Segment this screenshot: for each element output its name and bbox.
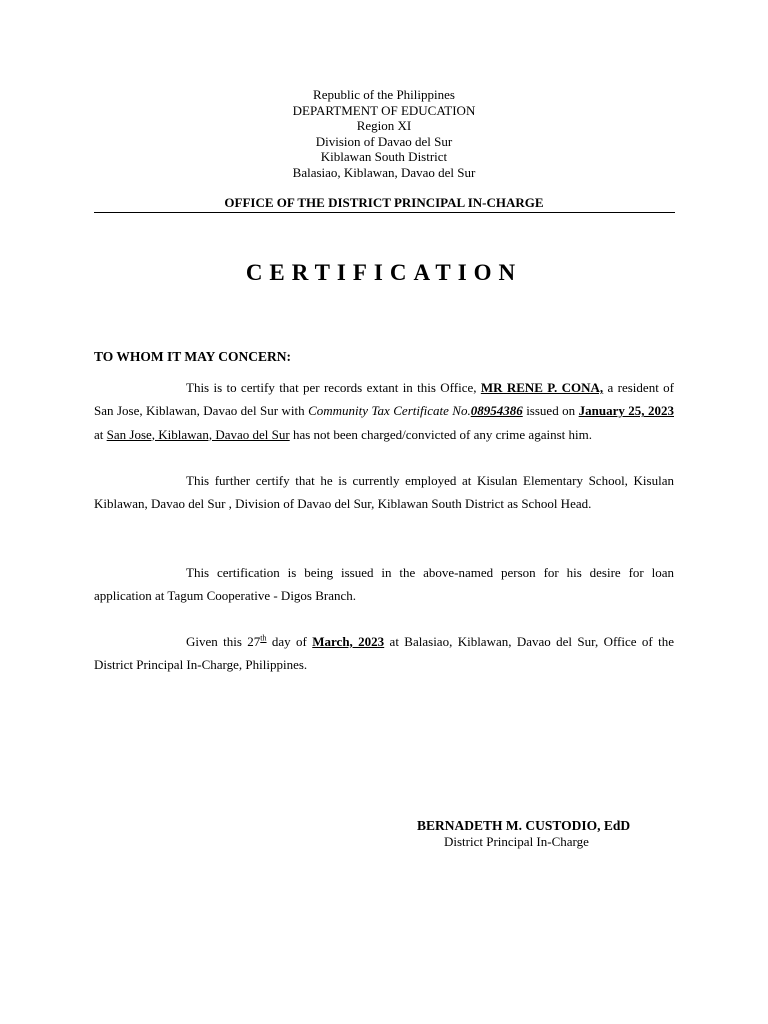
document-title: CERTIFICATION	[245, 260, 523, 285]
letterhead-republic: Republic of the Philippines	[313, 87, 455, 102]
letterhead-region: Region XI	[356, 118, 412, 133]
letterhead-address: Balasiao, Kiblawan, Davao del Sur	[292, 164, 476, 180]
p4-text-3: at Balasiao, Kiblawan, Davao del Sur, Office of the District Principal In-Charge, Philippines.	[94, 634, 674, 673]
ctc-number: 08954386	[470, 403, 523, 419]
signatory-name: BERNADETH M. CUSTODIO, EdD	[417, 818, 631, 833]
letterhead-department: DEPARTMENT OF EDUCATION	[292, 102, 476, 118]
signatory-title: District Principal In-Charge	[444, 834, 589, 849]
p4-text-1: Given this 27	[186, 634, 261, 649]
p1-text-3: issued on	[522, 403, 579, 419]
office-title: OFFICE OF THE DISTRICT PRINCIPAL IN-CHARGE	[224, 195, 544, 210]
letterhead-district: Kiblawan South District	[320, 149, 448, 164]
given-month: March, 2023	[312, 634, 385, 649]
header-divider	[94, 212, 675, 213]
paragraph-given	[94, 630, 674, 677]
issue-place: San Jose, Kiblawan, Davao del Sur	[106, 426, 290, 442]
salutation: TO WHOM IT MAY CONCERN:	[94, 349, 292, 364]
subject-name: MR RENE P. CONA,	[480, 380, 604, 395]
letterhead-division: Division of Davao del Sur	[315, 133, 453, 149]
letterhead	[0, 87, 768, 180]
ctc-label: Community Tax Certificate No.	[308, 403, 471, 419]
paragraph-employment: This further certify that he is currently employed at Kisulan Elementary School, Kisulan Kiblawan, Davao del Sur , Division of Davao del Sur, Kiblawan South District as School Head.	[94, 473, 674, 512]
day-suffix: th	[260, 633, 267, 643]
p4-text-2: day of	[266, 634, 313, 649]
paragraph-certify	[94, 376, 674, 446]
p1-text-5: has not been charged/convicted of any crime against him.	[289, 426, 592, 442]
issue-date: January 25, 2023	[578, 403, 674, 419]
p1-text-4: at	[94, 426, 107, 442]
p1-text-1: This is to certify that per records extant in this Office,	[186, 380, 481, 395]
p1-text-2: a resident of San Jose, Kiblawan, Davao del Sur with	[94, 380, 674, 419]
paragraph-purpose: This certification is being issued in the above-named person for his desire for loan application at Tagum Cooperative - Digos Branch.	[94, 565, 674, 604]
